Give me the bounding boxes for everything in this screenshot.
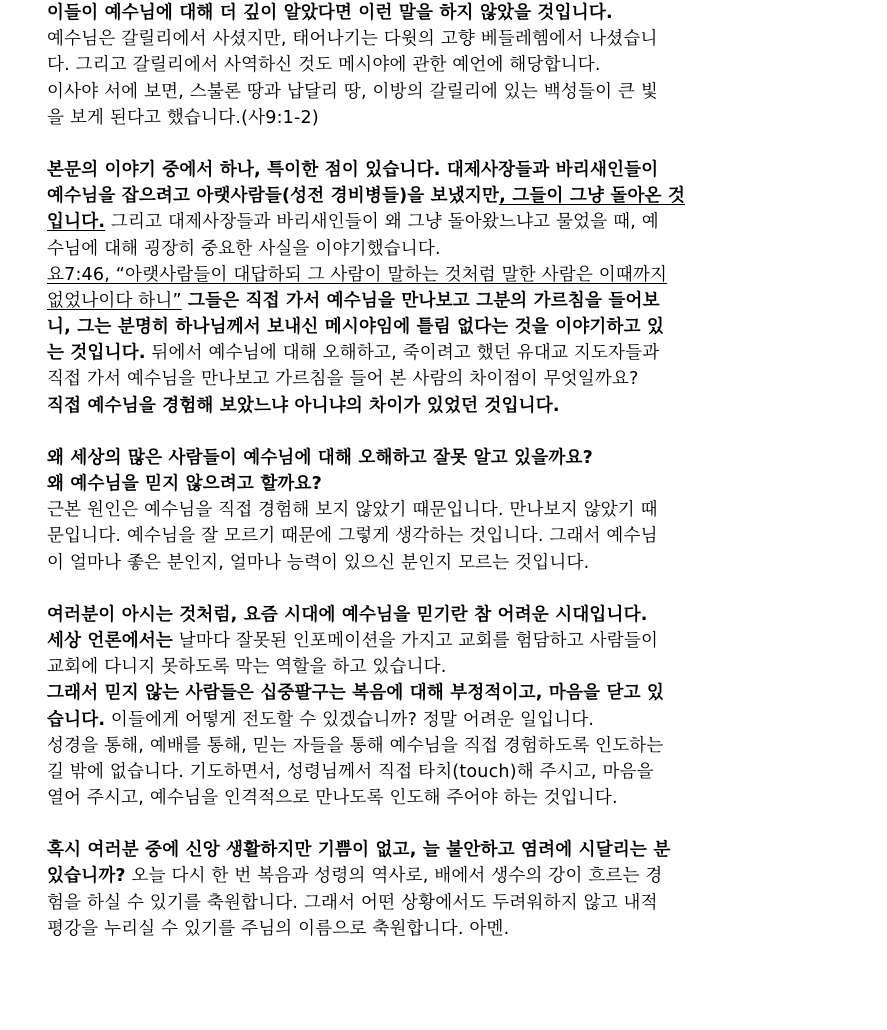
- text-line: [47, 393, 871, 419]
- text-line: [47, 105, 871, 131]
- document-body: [47, 0, 871, 942]
- text-line: [47, 183, 871, 209]
- paragraph: [47, 0, 871, 131]
- text-line: [47, 262, 871, 288]
- text-line: [47, 52, 871, 78]
- text-run: 평강을 누리실 수 있기를 주님의 이름으로 축원합니다. 아멘.: [47, 918, 510, 939]
- text-line: [47, 26, 871, 52]
- text-line: [47, 916, 871, 942]
- paragraph: [47, 602, 871, 812]
- text-run: 니, 그는 분명히 하나님께서 보내신 메시야임에 틀림 없다는 것을 이야기하고 있: [47, 317, 665, 338]
- text-line: [47, 0, 871, 26]
- text-run: 열어 주시고, 예수님을 인격적으로 만나도록 인도해 주어야 하는 것입니다.: [47, 788, 618, 809]
- text-run: 그리고 대제사장들과 바리새인들이 왜 그냥 돌아왔느냐고 물었을 때, 예: [105, 212, 659, 233]
- text-run: 그래서 믿지 않는 사람들은 십중팔구는 복음에 대해 부정적이고, 마음을 닫고 있: [47, 683, 665, 704]
- text-run: 험을 하실 수 있기를 축원합니다. 그래서 어떤 상황에서도 두려워하지 않고 내적: [47, 892, 658, 913]
- text-run: 직접 가서 예수님을 만나보고 가르침을 들어 본 사람의 차이점이 무엇일까요?: [47, 369, 639, 390]
- text-line: [47, 209, 871, 235]
- text-run: 그들은 직접 가서 예수님을 만나보고 그분의 가르침을 들어보: [181, 290, 660, 311]
- text-run: 오늘 다시 한 번 복음과 성령의 역사로, 배에서 생수의 강이 흐르는 경: [125, 866, 663, 887]
- text-line: [47, 157, 871, 183]
- text-run: 교회에 다니지 못하도록 막는 역할을 하고 있습니다.: [47, 657, 447, 678]
- text-run: 이사야 서에 보면, 스불론 땅과 납달리 땅, 이방의 갈릴리에 있는 백성들이 큰 빛: [47, 81, 658, 102]
- text-run: 혹시 여러분 중에 신앙 생활하지만 기쁨이 없고, 늘 불안하고 염려에 시달리는 분: [47, 840, 671, 861]
- text-line: [47, 523, 871, 549]
- text-line: [47, 890, 871, 916]
- text-run: 왜 예수님을 믿지 않으려고 할까요?: [47, 474, 322, 494]
- paragraph: [47, 445, 871, 576]
- text-run: 성경을 통해, 예배를 통해, 믿는 자들을 통해 예수님을 직접 경험하도록 인도하는: [47, 735, 664, 756]
- text-line: [47, 288, 871, 314]
- text-line: [47, 733, 871, 759]
- text-run: 이들이 예수님에 대해 더 깊이 알았다면 이런 말을 하지 않았을 것입니다.: [47, 3, 613, 23]
- text-run: 왜 세상의 많은 사람들이 예수님에 대해 오해하고 잘못 알고 있을까요?: [47, 447, 593, 468]
- text-run: 근본 원인은 예수님을 직접 경험해 보지 않았기 때문입니다. 만나보지 않았기 때: [47, 500, 658, 521]
- text-line: [47, 654, 871, 680]
- text-run: 이 얼마나 좋은 분인지, 얼마나 능력이 있으신 분인지 모르는 것입니다.: [47, 552, 590, 573]
- text-line: [47, 340, 871, 366]
- text-line: [47, 602, 871, 628]
- paragraph-gap: [47, 131, 871, 157]
- text-line: [47, 497, 871, 523]
- text-run: 예수님은 갈릴리에서 사셨지만, 태어나기는 다윗의 고향 베들레헴에서 나셨습니: [47, 29, 658, 50]
- text-run: 있습니까?: [47, 866, 126, 887]
- text-line: [47, 680, 871, 706]
- text-line: [47, 471, 871, 497]
- text-run: , 그들이 그냥 돌아온 것: [499, 186, 686, 207]
- text-run: 여러분이 아시는 것처럼, 요즘 시대에 예수님을 믿기란 참 어려운 시대입니다.: [47, 604, 648, 625]
- paragraph: [47, 837, 871, 942]
- text-run: 을 보게 된다고 했습니다.(사9:1-2): [47, 107, 319, 128]
- text-run: 날마다 잘못된 인포메이션을 가지고 교회를 험담하고 사람들이: [173, 630, 659, 651]
- text-line: [47, 445, 871, 471]
- text-line: [47, 759, 871, 785]
- text-line: [47, 550, 871, 576]
- text-run: 요7:46, “아랫사람들이 대답하되 그 사람이 말하는 것처럼 말한 사람은 이때까지: [47, 264, 668, 285]
- text-line: [47, 236, 871, 262]
- text-line: [47, 707, 871, 733]
- text-run: 다. 그리고 갈릴리에서 사역하신 것도 메시야에 관한 예언에 해당합니다.: [47, 55, 601, 76]
- text-run: 입니다.: [47, 212, 106, 233]
- text-line: [47, 863, 871, 889]
- text-line: [47, 837, 871, 863]
- text-line: [47, 785, 871, 811]
- text-line: [47, 366, 871, 392]
- paragraph-gap: [47, 811, 871, 837]
- text-run: 문입니다. 예수님을 잘 모르기 때문에 그렇게 생각하는 것입니다. 그래서 예수님: [47, 526, 658, 547]
- text-run: 직접 예수님을 경험해 보았느냐 아니냐의 차이가 있었던 것입니다.: [47, 395, 560, 416]
- paragraph-gap: [47, 419, 871, 445]
- text-run: 길 밖에 없습니다. 기도하면서, 성령님께서 직접 타치(touch)해 주시고, 마음을: [47, 761, 654, 782]
- text-run: 이들에게 어떻게 전도할 수 있겠습니까? 정말 어려운 일입니다.: [105, 709, 595, 730]
- text-run: 예수님을 잡으려고 아랫사람들(성전 경비병들)을 보냈지만: [47, 186, 500, 207]
- text-run: 뒤에서 예수님에 대해 오해하고, 죽이려고 했던 유대교 지도자들과: [145, 343, 660, 364]
- text-run: 없었나이다 하니”: [47, 290, 182, 311]
- text-line: [47, 628, 871, 654]
- text-run: 수님에 대해 굉장히 중요한 사실을 이야기했습니다.: [47, 238, 441, 259]
- text-run: 는 것입니다.: [47, 343, 146, 364]
- text-run: 본문의 이야기 중에서 하나, 특이한 점이 있습니다. 대제사장들과 바리새인들이: [47, 159, 659, 180]
- text-line: [47, 314, 871, 340]
- text-line: [47, 79, 871, 105]
- text-run: 세상 언론에서는: [47, 630, 174, 651]
- text-run: 습니다.: [47, 709, 106, 730]
- paragraph: [47, 157, 871, 419]
- paragraph-gap: [47, 576, 871, 602]
